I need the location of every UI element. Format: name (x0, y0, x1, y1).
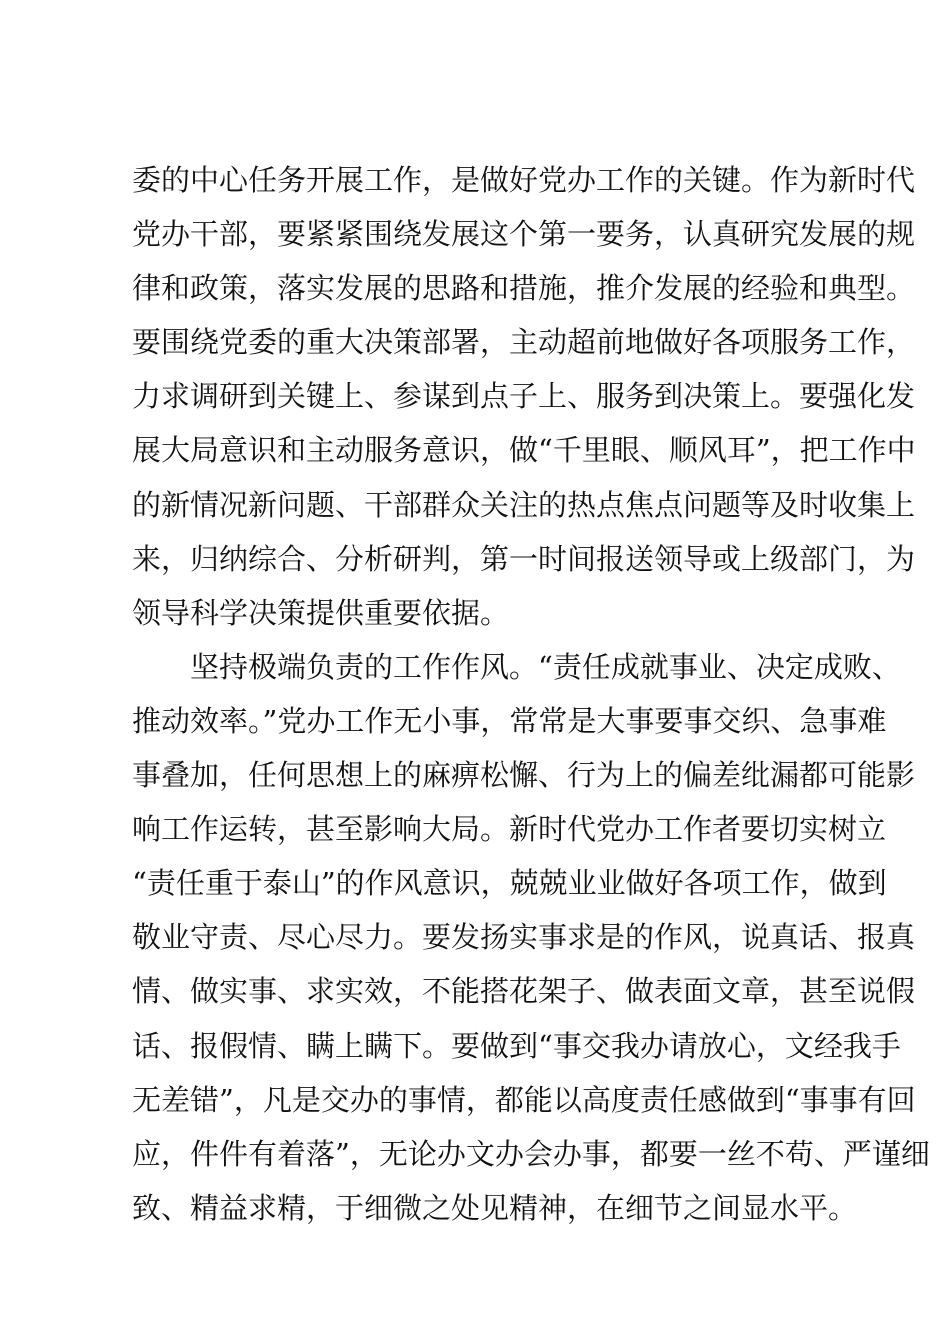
text-line: 推动效率。”党办工作无小事，常常是大事要事交织、急事难 (132, 703, 887, 738)
text-line: 展大局意识和主动服务意识，做“千里眼、顺风耳”，把工作中 (132, 433, 916, 468)
text-line: 事叠加，任何思想上的麻痹松懈、行为上的偏差纰漏都可能影 (132, 758, 916, 793)
text-line: 话、报假情、瞒上瞒下。要做到“事交我办请放心，文经我手 (132, 1028, 901, 1063)
paragraph (132, 640, 930, 1235)
text-line: 党办干部，要紧紧围绕发展这个第一要务，认真研究发展的规 (132, 217, 916, 252)
text-line: 委的中心任务开展工作，是做好党办工作的关键。作为新时代 (132, 163, 916, 197)
text-line: 情、做实事、求实效，不能搭花架子、做表面文章，甚至说假 (132, 974, 916, 1009)
text-line: 应，件件有着落”，无论办文办会办事，都要一丝不苟、严谨细 (132, 1136, 930, 1171)
text-line: 领导科学决策提供重要依据。 (132, 595, 510, 630)
text-line: 来，归纳综合、分析研判，第一时间报送领导或上级部门，为 (132, 541, 916, 576)
text-line: 敬业守责、尽心尽力。要发扬实事求是的作风，说真话、报真 (132, 920, 916, 955)
text-line: 的新情况新问题、干部群众关注的热点焦点问题等及时收集上 (132, 487, 916, 522)
text-line: 要围绕党委的重大决策部署，主动超前地做好各项服务工作， (132, 325, 916, 360)
text-line: 力求调研到关键上、参谋到点子上、服务到决策上。要强化发 (132, 379, 916, 414)
text-line: “责任重于泰山”的作风意识，兢兢业业做好各项工作，做到 (132, 866, 887, 901)
text-line: 响工作运转，甚至影响大局。新时代党办工作者要切实树立 (132, 812, 887, 847)
text-line: 律和政策，落实发展的思路和措施，推介发展的经验和典型。 (132, 271, 916, 306)
text-line: 坚持极端负责的工作作风。“责任成就事业、决定成败、 (132, 649, 901, 684)
document-body (132, 153, 930, 1235)
text-line: 致、精益求精，于细微之处见精神，在细节之间显水平。 (132, 1190, 858, 1225)
paragraph (132, 153, 916, 640)
text-line: 无差错”，凡是交办的事情，都能以高度责任感做到“事事有回 (132, 1082, 916, 1117)
